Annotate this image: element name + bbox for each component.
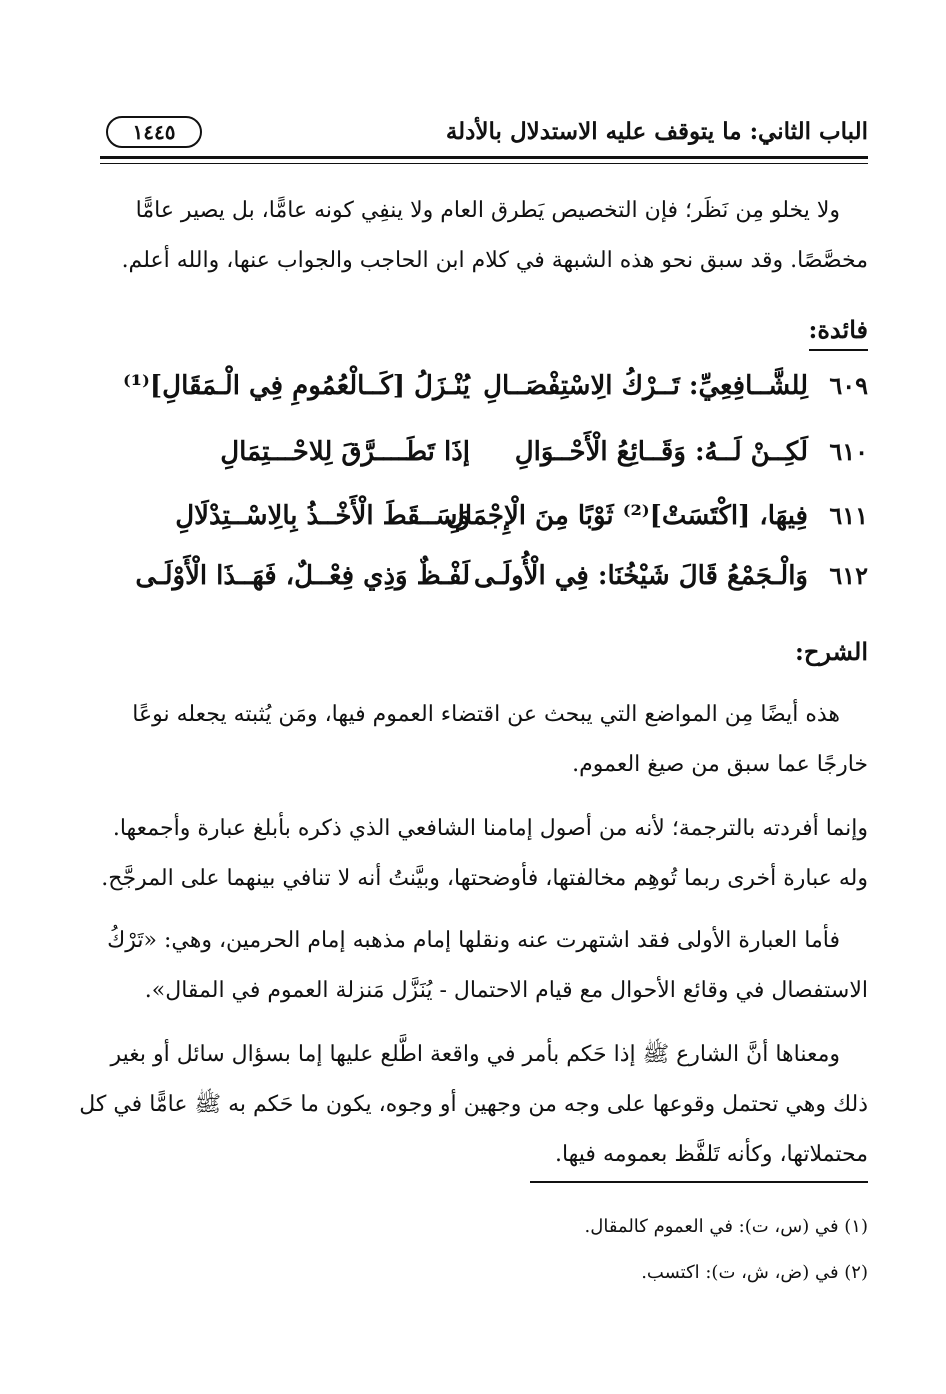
sharh-heading: الشرح: (795, 637, 868, 666)
header-rule (100, 156, 868, 159)
body-paragraph-3 (80, 916, 868, 1016)
intro-paragraph (80, 186, 868, 286)
verse-second-hemistich: وَسَــقَطَ الْأَخْــذُ بِالِاسْــتِدْلَالِ (175, 501, 470, 531)
text-line: هذه أيضًا مِن المواضع التي يبحث عن اقتضاء العموم فيها، ومَن يُثبته يجعله نوعًا (132, 702, 840, 727)
text-line: مخصَّصًا. وقد سبق نحو هذه الشبهة في كلام ابن الحاجب والجواب عنها، والله أعلم. (121, 248, 868, 273)
body-paragraph-4 (80, 1030, 868, 1180)
header-rule-thin (100, 163, 868, 164)
verse-609 (80, 358, 868, 418)
body-paragraph-2 (80, 804, 868, 904)
verse-first-hemistich: وَالْـجَمْعُ قَالَ شَيْخُنَا: فِي الْأُولَـى (473, 561, 808, 591)
text-line: ذلك وهي تحتمل وقوعها على وجه من وجهين أو وجوه، يكون ما حَكم به ﷺ عامًّا في كل (79, 1092, 868, 1117)
verse-611 (80, 488, 868, 548)
footnote-1: (١) في (س، ت): في العموم كالمقال. (584, 1216, 868, 1237)
text-line: وإنما أفردته بالترجمة؛ لأنه من أصول إمامنا الشافعي الذي ذكره بأبلغ عبارة وأجمعها. (112, 816, 868, 841)
text-line: خارجًا عما سبق من صيغ العموم. (572, 752, 868, 777)
faida-heading: فائدة: (809, 312, 869, 351)
text-line: محتملاتها، وكأنه تَلفَّظ بعمومه فيها. (554, 1142, 868, 1167)
footnote-separator (530, 1181, 868, 1183)
text-line: ولا يخلو مِن نَظَر؛ فإن التخصيص يَطرق العام ولا ينفِي كونه عامًّا، بل يصير عامًّا (135, 198, 840, 223)
verse-number: ٦١٠ (829, 437, 868, 466)
verse-610 (80, 424, 868, 484)
verse-first-hemistich: لَكِــنْ لَــهُ: وَقَــائِعُ الْأَحْــوَالِ (514, 437, 808, 467)
verse-number: ٦٠٩ (829, 371, 868, 400)
verse-number: ٦١٢ (829, 561, 868, 590)
verse-612 (80, 548, 868, 608)
verse-second-hemistich: يُنْـزَلُ [كَــالْعُمُومِ فِي الْـمَقَالِ]⁽¹⁾ (123, 371, 470, 401)
chapter-title: الباب الثاني: ما يتوقف عليه الاستدلال بالأدلة (445, 118, 868, 145)
verse-number: ٦١١ (829, 501, 868, 530)
verse-first-hemistich: لِلشَّــافِعِيِّ: تَــرْكُ الِاسْتِفْصَــالِ (483, 371, 808, 401)
text-line: ومعناها أنَّ الشارع ﷺ إذا حَكم بأمر في واقعة اطَّلع عليها إما بسؤال سائل أو بغير (110, 1042, 840, 1067)
verse-second-hemistich: لَفْـظٌ وَذِي فِعْــلٌ، فَهَــذَا الْأَوْلَـى (135, 561, 470, 591)
verse-second-hemistich: إذَا تَطَــــرَّقَ لِلاحْـــتِمَالِ (220, 437, 470, 467)
footnote-2: (٢) في (ض، ش، ت): اكتسب. (641, 1262, 868, 1283)
text-line: فأما العبارة الأولى فقد اشتهرت عنه ونقلها إمام مذهبه إمام الحرمين، وهي: «تَرْكُ (107, 928, 840, 953)
body-paragraph-1 (80, 690, 868, 790)
verse-first-hemistich: فِيهَا، [اكْتَسَتْ]⁽²⁾ ثَوْبًا مِنَ الْإِجْمَالِ (446, 501, 808, 531)
text-line: وله عبارة أخرى ربما تُوهِم مخالفتها، فأوضحتها، وبيَّنتُ أنه لا تنافي بينهما على المرجَّح. (101, 866, 868, 891)
page-number-badge: ١٤٤٥ (106, 116, 202, 148)
text-line: الاستفصال في وقائع الأحوال مع قيام الاحتمال - يُنَزَّل مَنزلة العموم في المقال». (144, 978, 868, 1003)
